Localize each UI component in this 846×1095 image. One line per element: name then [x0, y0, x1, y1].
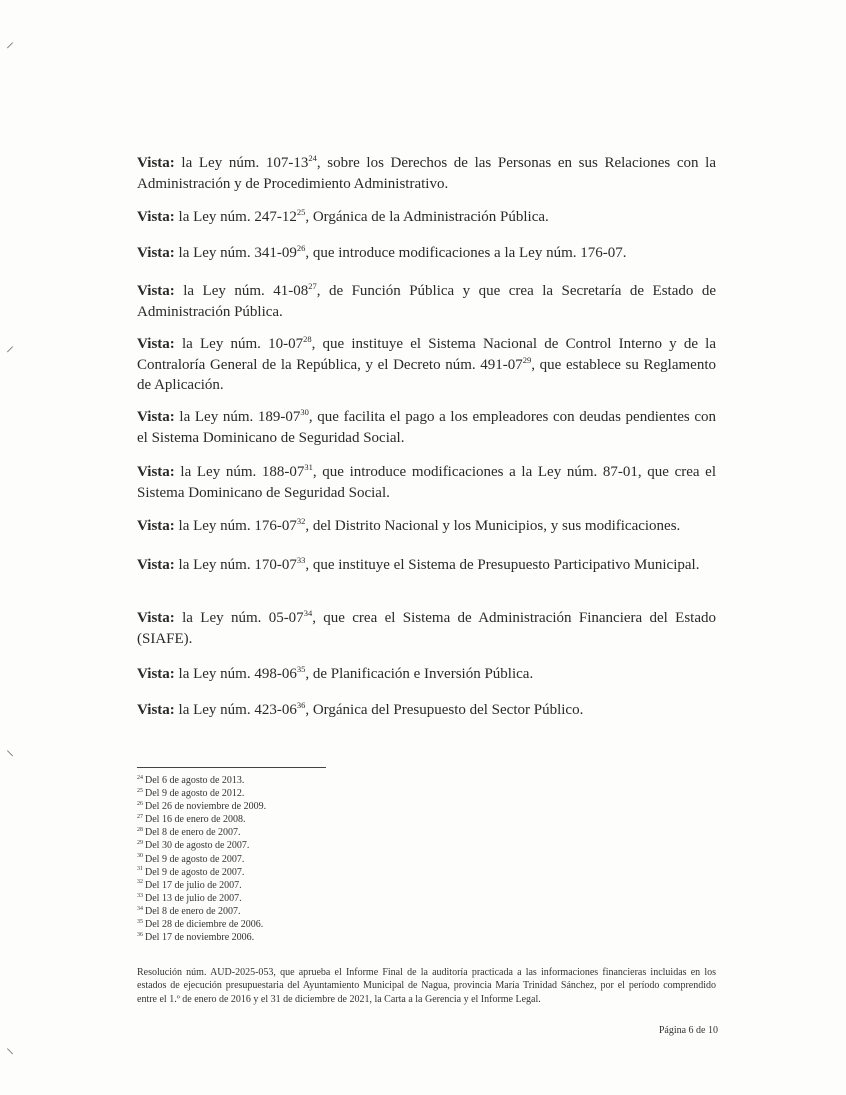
- footnote-33: $^{33}$ Del 13 de julio de 2007.: [137, 892, 242, 904]
- footnote-29: $^{29}$ Del 30 de agosto de 2007.: [137, 840, 250, 852]
- footnote-35: $^{35}$ Del 28 de diciembre de 2006.: [137, 918, 264, 931]
- paragraph-ley-176-07: Vista: la Ley núm. $176-07^{32}$, del Distrito Nacional y los Municipios, y sus modificaciones.: [137, 516, 681, 534]
- paragraph-ley-341-09: Vista: la Ley núm. $341-09^{26}$, que introduce modificaciones a la Ley núm. 176-07.: [137, 243, 627, 261]
- paragraph-ley-41-08: Vista: la Ley núm. $41-08^{27}$, de Función Pública y que crea la Secretaría de Estado de Administración Pública.: [137, 281, 716, 320]
- footnote-separator: [137, 767, 326, 768]
- paragraph-ley-423-06: Vista: la Ley núm. $423-06^{36}$, Orgánica del Presupuesto del Sector Público.: [137, 700, 584, 718]
- footnote-30: $^{30}$ Del 9 de agosto de 2007.: [137, 853, 245, 865]
- page-number: Página 6 de 10: [658, 1025, 718, 1036]
- footnote-26: $^{26}$ Del 26 de noviembre de 2009.: [137, 800, 267, 813]
- footnote-32: $^{32}$ Del 17 de julio de 2007.: [137, 879, 242, 891]
- punch-hole-mark-bottom: ⸜: [6, 1038, 15, 1057]
- footnote-34: $^{34}$ Del 8 de enero de 2007.: [137, 905, 241, 917]
- footnote-28: $^{28}$ Del 8 de enero de 2007.: [137, 827, 241, 839]
- paragraph-ley-170-07: Vista: la Ley núm. $170-07^{33}$, que instituye el Sistema de Presupuesto Participativo Municipal.: [137, 555, 700, 573]
- punch-hole-mark-top: ⸝: [6, 32, 15, 51]
- resolution-footer: Resolución núm. AUD-2025-053, que aprueba el Informe Final de la auditoría practicada a las informaciones financieras incluidas en los estados de ejecución presupuestaria del Ayuntamiento Municipal de Nagua, provincia María Trinidad Sánchez, por el período comprendido entre el 1.º de enero de 2016 y el 31 de diciembre de 2021, la Carta a la Gerencia y el Informe Legal.: [137, 967, 716, 1005]
- paragraph-ley-188-07: Vista: la Ley núm. $188-07^{31}$, que introduce modificaciones a la Ley núm. 87-01, que crea el Sistema Dominicano de Seguridad Social.: [137, 462, 716, 501]
- footnote-25: $^{25}$ Del 9 de agosto de 2012.: [137, 787, 245, 800]
- footnote-36: $^{36}$ Del 17 de noviembre 2006.: [137, 931, 255, 944]
- footnote-27: $^{27}$ Del 16 de enero de 2008.: [137, 813, 246, 826]
- punch-hole-mark-middle: ⸝: [6, 336, 15, 355]
- paragraph-ley-189-07: Vista: la Ley núm. $189-07^{30}$, que facilita el pago a los empleadores con deudas pendientes con el Sistema Dominicano de Seguridad Social.: [137, 407, 716, 446]
- paragraph-ley-498-06: Vista: la Ley núm. $498-06^{35}$, de Planificación e Inversión Pública.: [137, 664, 534, 682]
- paragraph-ley-05-07: Vista: la Ley núm. $05-07^{34}$, que crea el Sistema de Administración Financiera del Estado (SIAFE).: [137, 608, 716, 647]
- footnote-31: $^{31}$ Del 9 de agosto de 2007.: [137, 866, 245, 878]
- footnote-24: $^{24}$ Del 6 de agosto de 2013.: [137, 774, 245, 786]
- footnote-list: [137, 774, 266, 944]
- paragraph-ley-10-07: Vista: la Ley núm. $10-07^{28}$, que instituye el Sistema Nacional de Control Interno y de la Contraloría General de la República, y el Decreto núm. $491-07^{29}$, que establece su Reglamento de Aplicación.: [137, 334, 717, 393]
- paragraph-ley-247-12: Vista: la Ley núm. $247-12^{25}$, Orgánica de la Administración Pública.: [137, 207, 549, 225]
- punch-hole-mark-lower: ⸜: [6, 740, 15, 759]
- paragraph-ley-107-13: Vista: la Ley núm. $107-13^{24}$, sobre los Derechos de las Personas en sus Relaciones con la Administración y de Procedimiento Administrativo.: [137, 153, 717, 192]
